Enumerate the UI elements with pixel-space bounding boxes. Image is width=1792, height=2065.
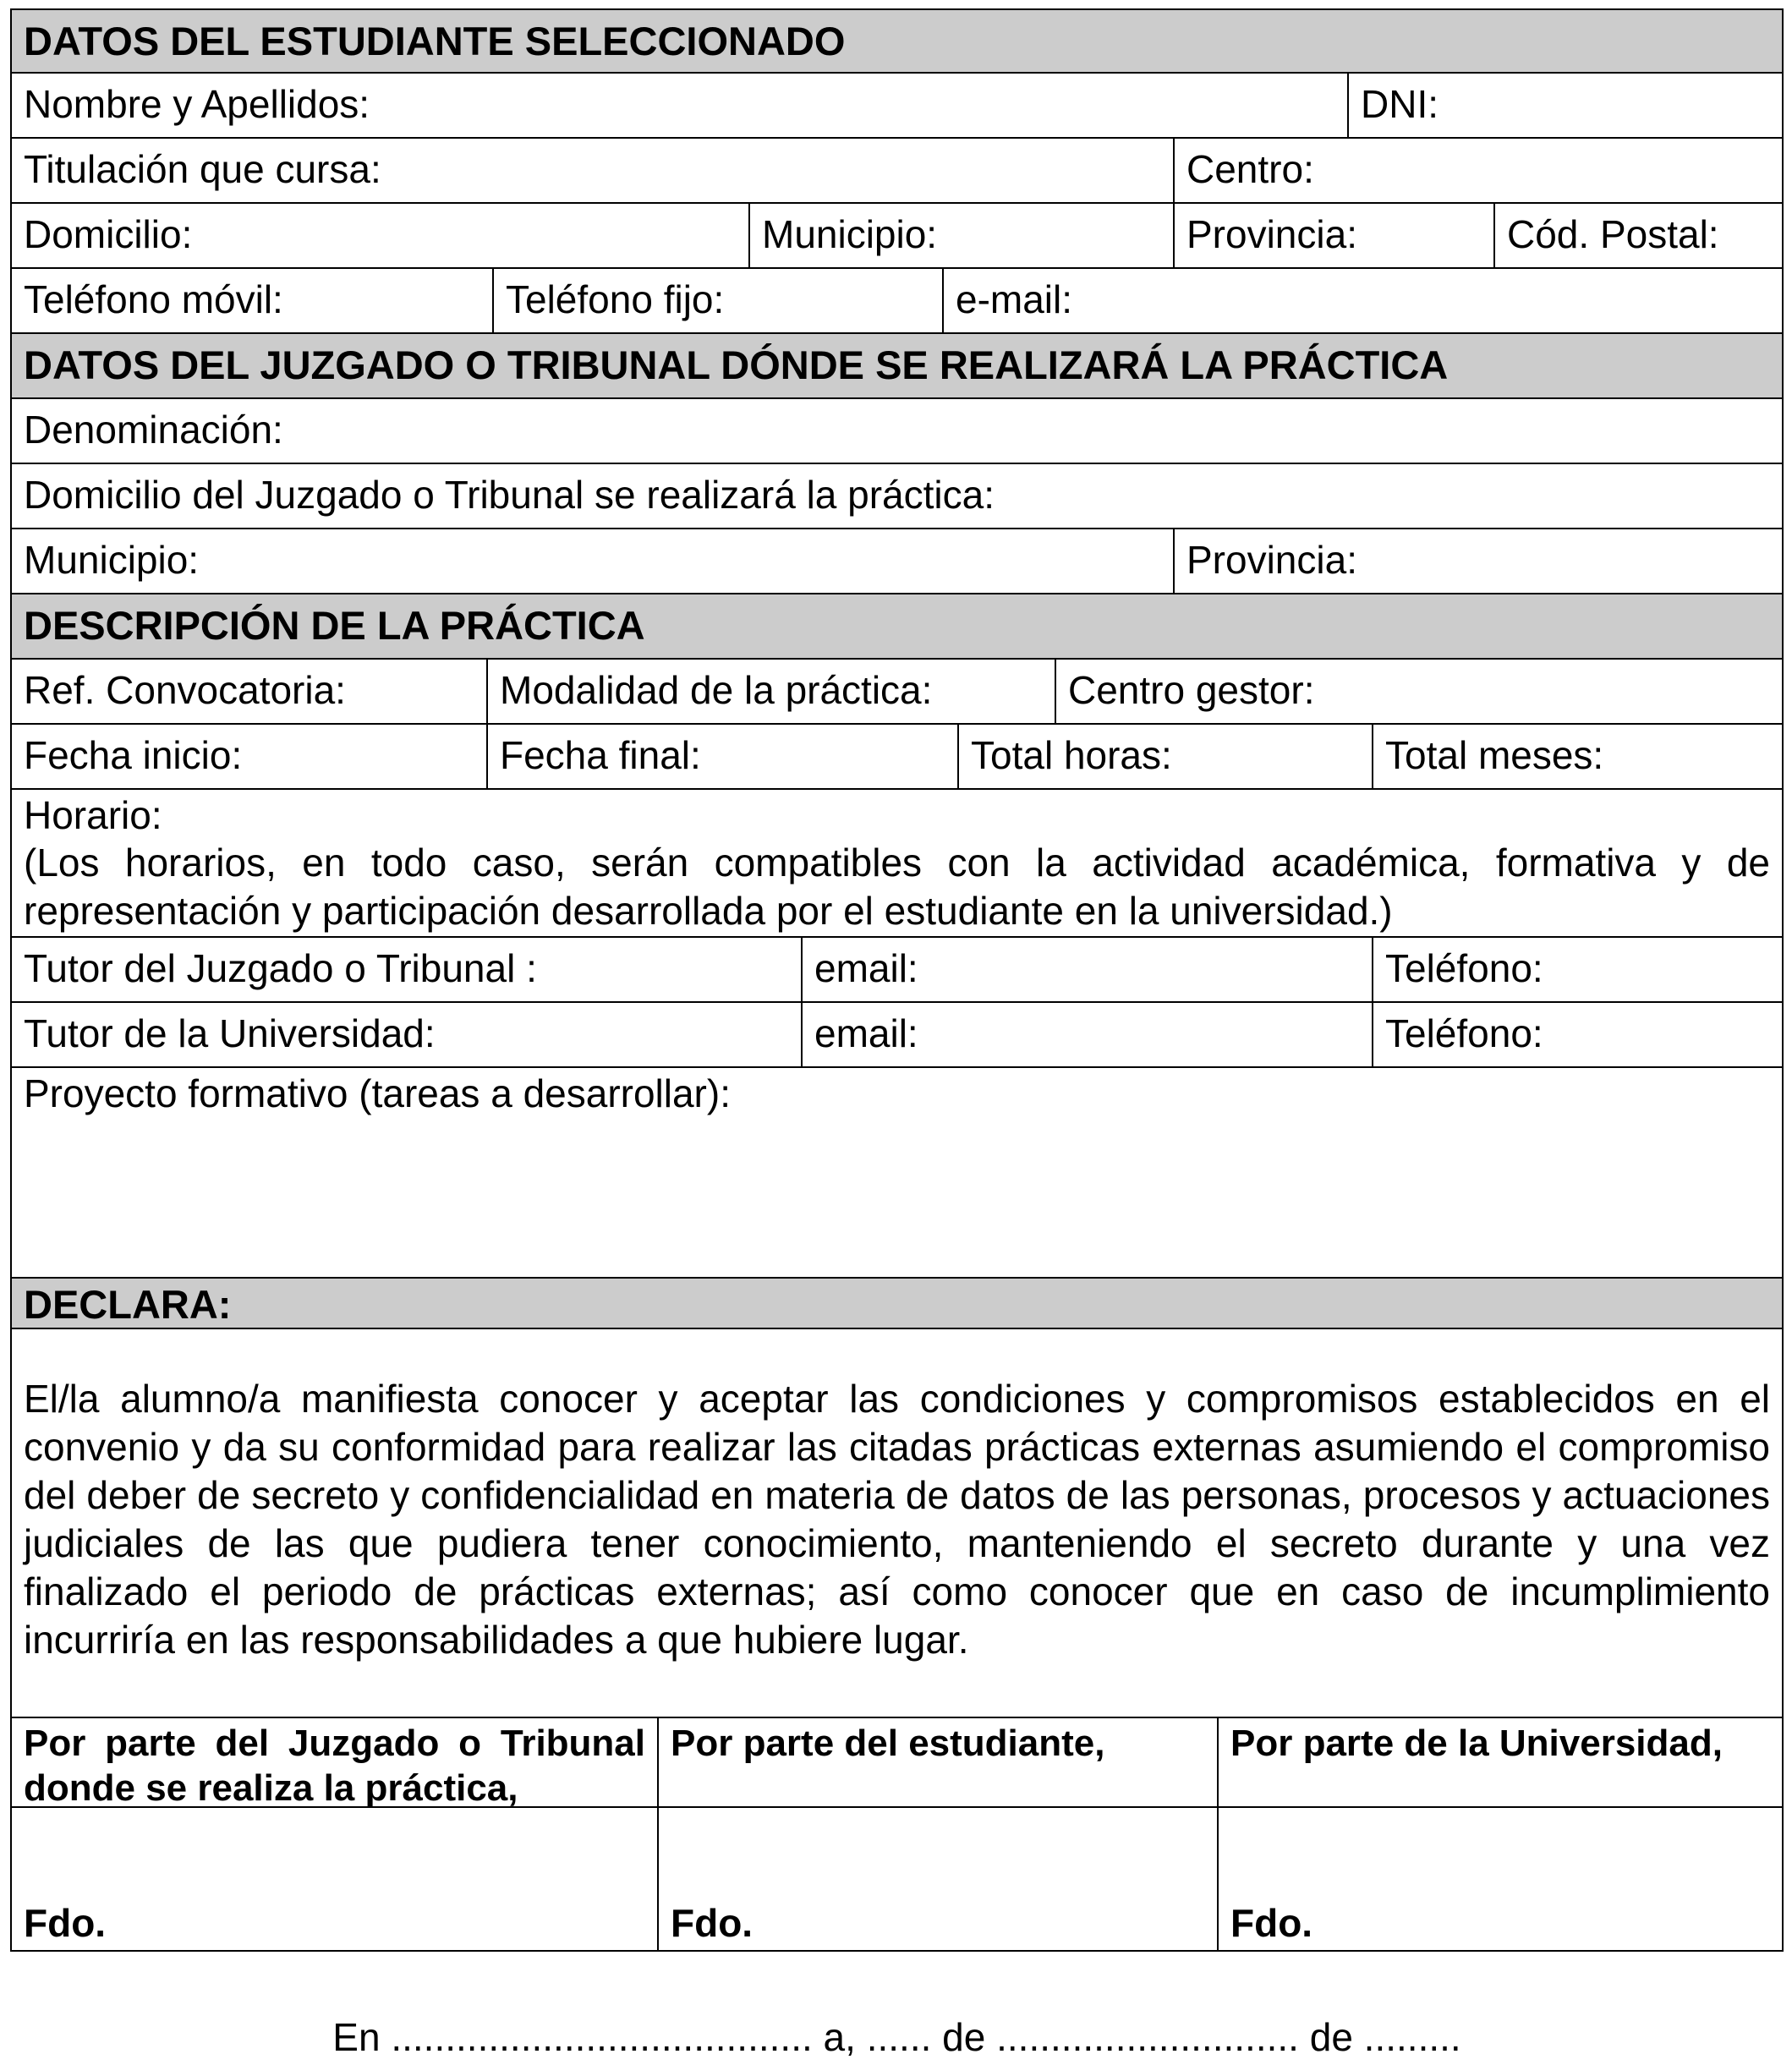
university-fdo-label: Fdo. — [1230, 1900, 1313, 1945]
project-label: Proyecto formativo (tareas a desarrollar): — [24, 1071, 731, 1115]
total-months-field[interactable]: Total meses: — [1385, 733, 1604, 777]
schedule-label: Horario: — [24, 793, 162, 837]
practice-ref-row — [10, 660, 1784, 725]
student-signature-label: Por parte del estudiante, — [659, 1718, 1219, 1806]
court-name-field[interactable]: Denominación: — [24, 408, 283, 452]
signature-box-row — [10, 1808, 1784, 1952]
declaration-text: El/la alumno/a manifiesta conocer y aceptar las condiciones y compromisos establecidos en el convenio y da su conformidad para realizar las citadas prácticas externas asumiendo el compromiso del deber de secreto y confidencialidad en materia de datos de las personas, procesos y actuaciones judiciales de las que pudiera tener conocimiento, manteniendo el secreto durante y una vez finalizado el periodo de prácticas externas; así como conocer que en caso de incumplimiento incurriría en las responsabilidades a que hubiere lugar. — [10, 1329, 1784, 1718]
court-tutor-email-field[interactable]: email: — [803, 938, 1373, 1001]
student-degree-field[interactable]: Titulación que cursa: — [12, 139, 1175, 202]
uni-tutor-email-field[interactable]: email: — [803, 1003, 1373, 1066]
declaration-header: DECLARA: — [12, 1279, 1782, 1328]
court-tutor-field[interactable]: Tutor del Juzgado o Tribunal : — [12, 938, 803, 1001]
call-ref-field[interactable]: Ref. Convocatoria: — [12, 660, 488, 723]
court-address-row — [10, 464, 1784, 529]
modality-field[interactable]: Modalidad de la práctica: — [488, 660, 1056, 723]
court-address-field[interactable]: Domicilio del Juzgado o Tribunal se realizará la práctica: — [24, 473, 995, 517]
signature-section — [10, 1718, 1784, 1952]
student-email-field[interactable]: e-mail: — [956, 277, 1073, 321]
court-section-header: DATOS DEL JUZGADO O TRIBUNAL DÓNDE SE REALIZARÁ LA PRÁCTICA — [12, 334, 1782, 397]
end-date-field[interactable]: Fecha final: — [488, 725, 959, 788]
court-signature-box[interactable] — [12, 1808, 659, 1950]
practice-section — [10, 594, 1784, 1281]
managing-center-field[interactable]: Centro gestor: — [1068, 668, 1315, 712]
student-postal-code-field[interactable]: Cód. Postal: — [1507, 212, 1719, 256]
student-landline-field[interactable]: Teléfono fijo: — [494, 269, 944, 332]
student-name-row — [10, 74, 1784, 139]
start-date-field[interactable]: Fecha inicio: — [12, 725, 488, 788]
student-center-field[interactable]: Centro: — [1186, 147, 1314, 191]
schedule-note: (Los horarios, en todo caso, serán compatibles con la actividad académica, formativa y de representación y participación desarrollada por el estudiante en la universidad.) — [24, 840, 1770, 933]
student-name-field[interactable]: Nombre y Apellidos: — [12, 74, 1349, 137]
uni-tutor-field[interactable]: Tutor de la Universidad: — [12, 1003, 803, 1066]
uni-tutor-phone-field[interactable]: Teléfono: — [1385, 1011, 1543, 1055]
court-section — [10, 334, 1784, 594]
student-province-field[interactable]: Provincia: — [1175, 204, 1495, 267]
student-signature-box[interactable] — [659, 1808, 1219, 1950]
schedule-field[interactable] — [10, 790, 1784, 938]
practice-header-row — [10, 594, 1784, 660]
total-hours-field[interactable]: Total horas: — [959, 725, 1373, 788]
application-form — [10, 8, 1784, 2065]
court-tutor-row — [10, 938, 1784, 1003]
court-name-row — [10, 399, 1784, 464]
student-mobile-field[interactable]: Teléfono móvil: — [12, 269, 494, 332]
signature-header-row — [10, 1718, 1784, 1808]
uni-tutor-row — [10, 1003, 1784, 1068]
court-tutor-phone-field[interactable]: Teléfono: — [1385, 946, 1543, 990]
student-contact-row — [10, 269, 1784, 334]
project-field[interactable] — [10, 1068, 1784, 1281]
student-municipality-field[interactable]: Municipio: — [750, 204, 1175, 267]
court-fdo-label: Fdo. — [24, 1900, 107, 1945]
student-section-header: DATOS DEL ESTUDIANTE SELECCIONADO — [12, 10, 1782, 72]
student-fdo-label: Fdo. — [671, 1900, 754, 1945]
student-address-row — [10, 204, 1784, 269]
practice-section-header: DESCRIPCIÓN DE LA PRÁCTICA — [12, 594, 1782, 658]
court-location-row — [10, 529, 1784, 594]
student-address-field[interactable]: Domicilio: — [12, 204, 750, 267]
court-header-row — [10, 334, 1784, 399]
university-signature-label: Por parte de la Universidad, — [1230, 1723, 1723, 1764]
student-section — [10, 8, 1784, 334]
practice-dates-row — [10, 725, 1784, 790]
student-degree-row — [10, 139, 1784, 204]
court-municipality-field[interactable]: Municipio: — [12, 529, 1175, 593]
court-signature-label: Por parte del Juzgado o Tribunal donde se realiza la práctica, — [12, 1718, 659, 1806]
declaration-section — [10, 1277, 1784, 1718]
university-signature-box[interactable] — [1219, 1808, 1782, 1950]
court-province-field[interactable]: Provincia: — [1186, 538, 1357, 582]
declaration-header-row — [10, 1277, 1784, 1329]
student-header-row — [10, 8, 1784, 74]
place-date-line[interactable]: En ....................................... a, ...... de ............................ de ......... — [332, 2015, 1461, 2059]
student-dni-field[interactable]: DNI: — [1361, 82, 1439, 126]
